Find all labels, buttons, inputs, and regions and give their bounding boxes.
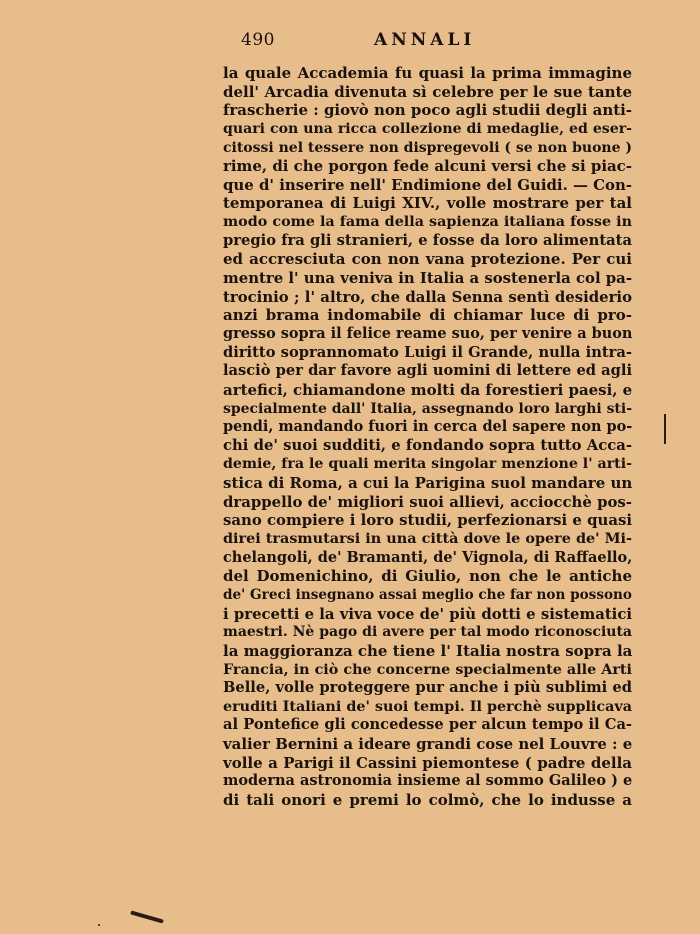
text-line: ed accresciuta con non vana protezione. Per cui — [223, 250, 632, 269]
text-line: anzi brama indomabile di chiamar luce di pro- — [223, 306, 632, 325]
body-text — [223, 64, 632, 810]
text-line: citossi nel tessere non dispregevoli ( se non buone ) — [223, 139, 633, 156]
text-line: maestri. Nè pago di avere per tal modo riconosciuta — [223, 624, 632, 641]
text-line: volle a Parigi il Cassini piemontese ( padre della — [223, 753, 632, 772]
text-line: quari con una ricca collezione di medaglie, ed eser- — [223, 120, 632, 137]
text-line: chelangoli, de' Bramanti, de' Vignola, di Raffaello, — [223, 548, 633, 566]
text-line: dell' Arcadia divenuta sì celebre per le sue tante — [223, 82, 632, 101]
text-line: chi de' suoi sudditi, e fondando sopra tutto Acca- — [223, 436, 632, 454]
text-line: direi trasmutarsi in una città dove le opere de' Mi- — [223, 530, 632, 548]
text-line: artefici, chiamandone molti da forestieri paesi, e — [223, 380, 633, 399]
text-line: Belle, volle proteggere pur anche i più sublimi ed — [223, 679, 632, 697]
text-line: demie, fra le quali merita singolar menzione l' arti- — [223, 456, 632, 473]
text-line: lasciò per dar favore agli uomini di lettere ed agli — [223, 362, 632, 380]
text-line: sano compiere i loro studii, perfezionarsi e quasi — [223, 511, 632, 530]
text-line: pendi, mandando fuori in cerca del sapere non po- — [223, 418, 633, 436]
text-line: i precetti e la viva voce de' più dotti e sistematici — [223, 604, 632, 623]
text-line: del Domenichino, di Giulio, non che le antiche — [223, 567, 632, 586]
text-line: rime, di che porgon fede alcuni versi che si piac- — [223, 157, 632, 176]
text-line: diritto soprannomato Luigi il Grande, nulla intra- — [223, 343, 632, 361]
text-line: la maggioranza che tiene l' Italia nostra sopra la — [223, 641, 633, 660]
text-line: mentre l' una veniva in Italia a sostenerla col pa- — [223, 269, 632, 288]
text-line: temporanea di Luigi XIV., volle mostrare per tal — [223, 194, 632, 213]
text-line: la quale Accademia fu quasi la prima immagine — [223, 64, 632, 82]
ink-dot — [98, 924, 100, 926]
running-head: ANNALI — [374, 30, 476, 50]
text-line: al Pontefice gli concedesse per alcun tempo il Ca- — [223, 716, 632, 734]
text-line: drappello de' migliori suoi allievi, acciocchè pos- — [223, 492, 632, 511]
text-line: valier Bernini a ideare grandi cose nel Louvre : e — [223, 735, 633, 754]
margin-mark — [664, 414, 666, 444]
text-line: que d' inserire nell' Endimione del Guidi. — Con- — [223, 175, 632, 194]
text-line: frascherie : giovò non poco agli studii degli anti- — [223, 101, 632, 120]
text-line: di tali onori e premi lo colmò, che lo indusse a — [223, 790, 632, 809]
text-line: Francia, in ciò che concerne specialmente alle Arti — [223, 661, 632, 678]
text-line: trocinio ; l' altro, che dalla Senna sentì desiderio — [223, 287, 632, 306]
text-line: stica di Roma, a cui la Parigina suol mandare un — [223, 474, 633, 493]
ink-smudge — [130, 910, 164, 923]
page-number: 490 — [241, 30, 275, 50]
text-line: modo come la fama della sapienza italiana fosse in — [223, 214, 632, 231]
text-line: pregio fra gli stranieri, e fosse da loro alimentata — [223, 231, 632, 249]
text-line: eruditi Italiani de' suoi tempi. Il perchè supplicava — [223, 698, 632, 715]
text-line: gresso sopra il felice reame suo, per venire a buon — [223, 324, 633, 342]
text-line: de' Greci insegnano assai meglio che far non possono — [223, 586, 632, 603]
text-line: specialmente dall' Italia, assegnando loro larghi sti- — [223, 400, 632, 417]
text-line: moderna astronomia insieme al sommo Galileo ) e — [223, 772, 633, 790]
